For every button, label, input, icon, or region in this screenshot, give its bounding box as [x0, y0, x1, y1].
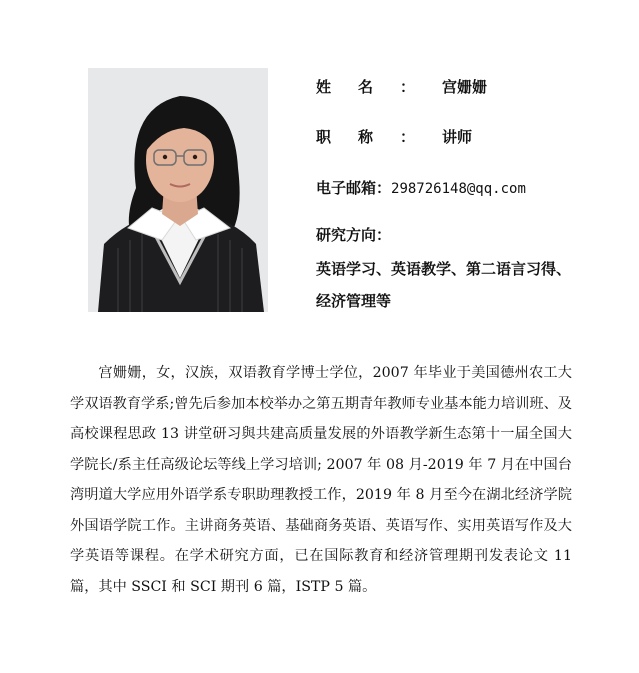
email-label: 电子邮箱： [316, 179, 392, 197]
research-line-2: 经济管理等 [316, 292, 392, 310]
name-label: 姓名： [316, 78, 443, 96]
biography-paragraph: 宫姗姗，女，汉族，双语教育学博士学位，2007 年毕业于美国德州农工大学双语教育学系;曾先后参加本校举办之第五期青年教师专业基本能力培训班、及高校课程思政 13 讲堂研习與共建高质量发展的外语教学新生态第十一届全国大学院长/系主任高级论坛等线上学习培训; 2007 年 08 月-2019 年 7 月在中国台湾明道大学应用外语学系专职助理教授工作，2019 年 8 月至今在湖北经济学院外国语学院工作。主讲商务英语、基础商务英语、英语写作、实用英语写作及大学英语等课程。在学术研究方面，已在国际教育和经济管理期刊发表论文 11 篇，其中 SSCI 和 SCI 期刊 6 篇，ISTP 5 篇。 [70, 365, 572, 595]
email-value[interactable]: 298726148@qq.com [391, 181, 526, 197]
title-label: 职称： [316, 128, 443, 146]
research-label: 研究方向： [316, 226, 392, 244]
name-value: 宫姗姗 [442, 78, 488, 96]
email-row [316, 177, 526, 198]
title-value: 讲师 [442, 128, 473, 146]
title-row [316, 126, 472, 147]
research-line-1: 英语学习、英语教学、第二语言习得、 [316, 260, 572, 278]
portrait-image [88, 68, 268, 312]
name-row [316, 76, 487, 97]
profile-photo [88, 68, 268, 312]
